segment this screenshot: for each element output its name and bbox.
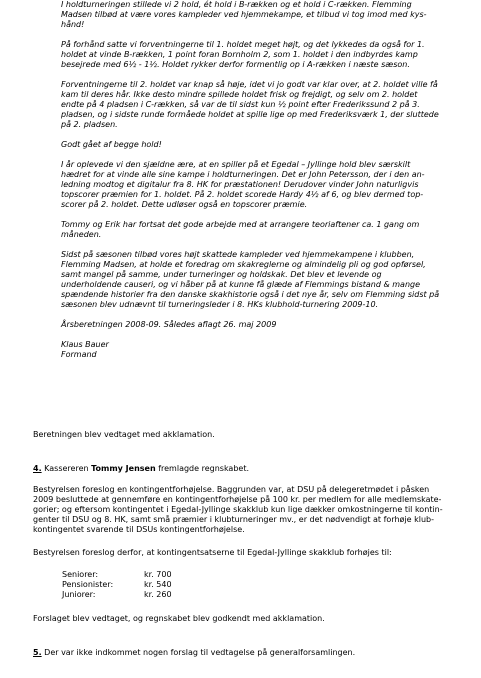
treasurer-name: Tommy Jensen: [91, 464, 156, 473]
fee-label: Seniorer:: [62, 570, 99, 579]
fee-amount: kr. 700: [144, 570, 172, 579]
report-paragraph: Forventningerne til 2. holdet var knap så høje, idet vi jo godt var klar over, at 2. holdet ville få kam til deres hår. Ikke desto mindre spillede holdet frisk og frejdigt, og selv om 2. holdet endte på 4 pladsen i C-rækken, så var de til sidst kun ½ point efter Frederikssund 2 på 3. pladsen, og i sidste runde formåede holdet at spille lige op med Frederiksværk 1, der sluttede på 2. pladsen.: [61, 80, 439, 129]
report-paragraph: I holdturneringen stillede vi 2 hold, ét hold i B-rækken og et hold i C-rækken. Flemming Madsen tilbød at være vores kampleder ved hjemmekampe, et tilbud vi tog imod med kys-hånd!: [61, 0, 427, 29]
report-date-line: Årsberetningen 2008-09. Således aflagt 26. maj 2009: [61, 320, 277, 329]
fee-table: [62, 570, 172, 600]
signature: [61, 340, 441, 360]
report-paragraph: Godt gået af begge hold!: [61, 140, 162, 149]
report-paragraph: På forhånd satte vi forventningerne til 1. holdet meget højt, og det lykkedes da også for 1. holdet at vinde B-rækken, 1 point foran Bornholm 2, som 1. holdet i den indbyrdes kamp besejrede med 6½ - 1½. Holdet rykker derfor formentlig op i A-rækken i næste sæson.: [61, 40, 425, 69]
proposal-text: Bestyrelsen foreslog en kontingentforhøjelse. Baggrunden var, at DSU på delegeretmødet i påsken 2009 besluttede at gennemføre en kontingentforhøjelse på 100 kr. per medlem for alle medlemskate-gorier; og eftersom kontingentet i Egedal-Jyllinge skakklub kun lige dækker omkostningerne til kontin-genter til DSU og 8. HK, samt små præmier i klubturneringer mv., er det nødvendigt at forhøje klub-kontingentet svarende til DSUs kontingentforhøjelse.: [33, 485, 443, 534]
item-number: 5.: [33, 648, 42, 657]
fee-row: [62, 580, 172, 590]
report-paragraph: Tommy og Erik har fortsat det gode arbejde med at arrangere teoriaftener ca. 1 gang om måneden.: [61, 220, 420, 239]
fee-row: [62, 590, 172, 600]
fee-intro: Bestyrelsen foreslog derfor, at kontingentsatserne til Egedal-Jyllinge skakklub forhøjes til:: [33, 548, 392, 557]
fee-row: [62, 570, 172, 580]
fee-label: Juniorer:: [62, 590, 96, 599]
annual-report-quote: [61, 0, 441, 360]
agenda-item-4: [33, 464, 448, 474]
signature-title: Formand: [61, 350, 97, 359]
report-paragraph: I år oplevede vi den sjældne ære, at en spiller på et Egedal – Jyllinge hold blev særskilt hædret for at vinde alle sine kampe i holdturneringen. Det er John Petersson, der i den an-ledning modtog et digitalur fra 8. HK for præstationen! Derudover vinder John naturligvis topscorer præmien for 1. holdet. På 2. holdet scorede Hardy 4½ af 6, og blev dermed top-scorer på 2. holdet. Dette udløser også en topscorer præmie.: [61, 160, 425, 209]
item-number: 4.: [33, 464, 42, 473]
item-text: Der var ikke indkommet nogen forslag til vedtagelse på generalforsamlingen.: [41, 648, 356, 657]
fee-label: Pensionister:: [62, 580, 114, 589]
fee-approval-text: Forslaget blev vedtaget, og regnskabet blev godkendt med akklamation.: [33, 614, 325, 623]
approval-text: Beretningen blev vedtaget med akklamation.: [33, 430, 215, 439]
agenda-item-5: [33, 648, 448, 658]
report-paragraph: Sidst på sæsonen tilbød vores højt skattede kampleder ved hjemmekampene i klubben, Flemming Madsen, at holde et foredrag om skakreglerne og almindelig pli og god opførsel, samt mangel på samme, under turneringer og holdskak. Det blev et levende og underholdende causeri, og vi håber på at kunne få glæde af Flemmings bistand & mange spændende historier fra den danske skakhistorie også i det nye år, selv om Flemming sidst på sæsonen blev udnævnt til turneringsleder i 8. HKs klubhold-turnering 2009-10.: [61, 250, 440, 309]
item-text: fremlagde regnskabet.: [155, 464, 250, 473]
fee-amount: kr. 260: [144, 590, 172, 599]
fee-amount: kr. 540: [144, 580, 172, 589]
signature-name: Klaus Bauer: [61, 340, 109, 349]
item-text: Kassereren: [41, 464, 92, 473]
